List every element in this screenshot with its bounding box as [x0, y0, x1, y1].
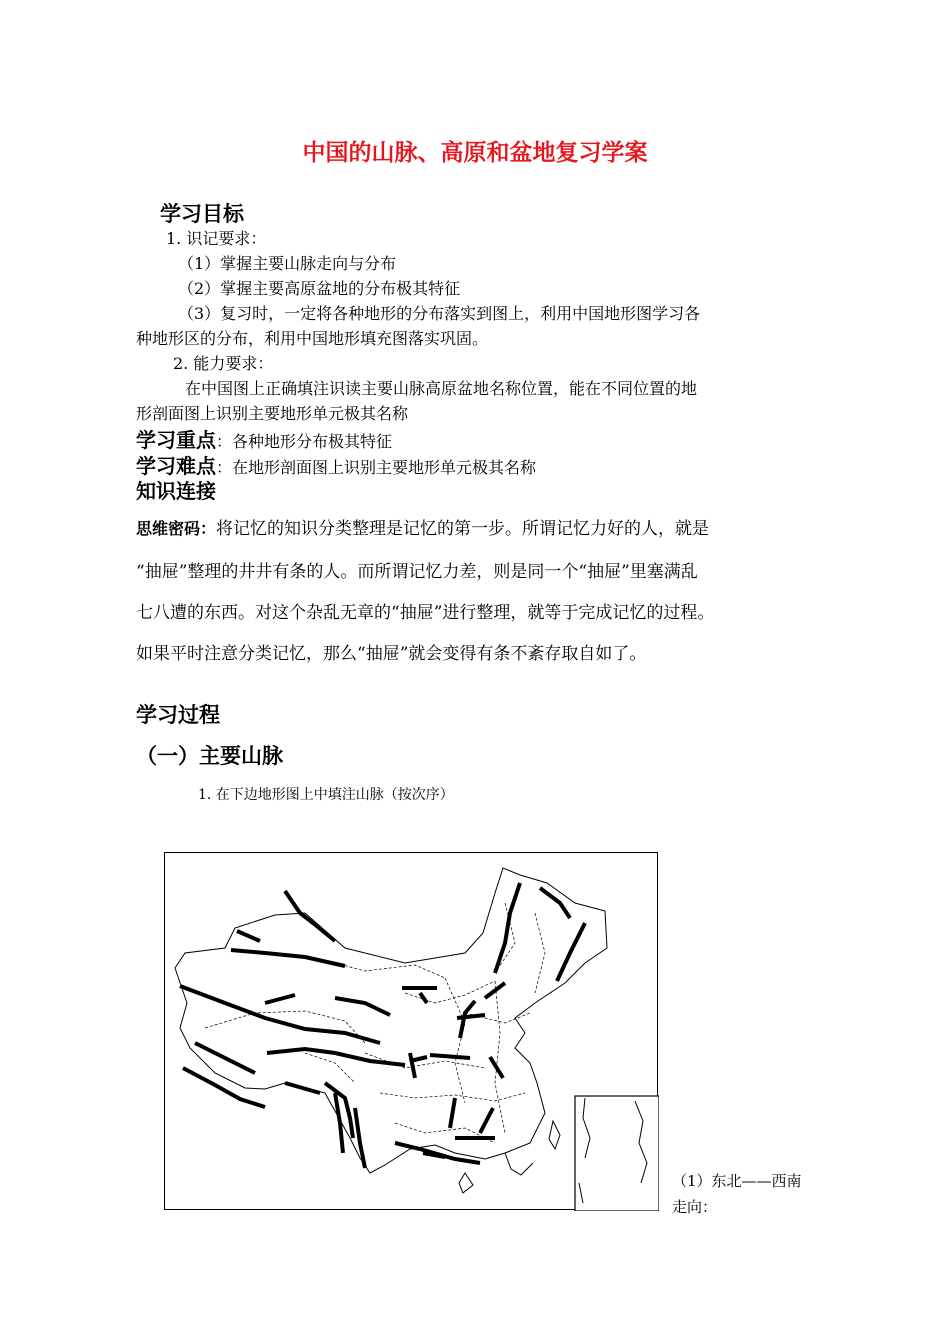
key-point-text: ：各种地形分布极其特征 — [216, 432, 393, 451]
connection-line-3: 七八遭的东西。对这个杂乱无章的“抽屉”进行整理，就等于完成记忆的过程。 — [136, 603, 715, 623]
objective-item-1: 1. 识记要求： — [166, 229, 267, 248]
process-heading: 学习过程 — [136, 703, 220, 727]
key-point-label: 学习重点 — [136, 428, 216, 452]
objective-item-2: 2. 能力要求： — [173, 354, 274, 373]
difficulty-text: ：在地形剖面图上识别主要地形单元极其名称 — [216, 458, 537, 477]
objective-sub-2: （2）掌握主要高原盆地的分布极其特征 — [178, 279, 461, 298]
china-terrain-map — [164, 852, 658, 1210]
objective-sub-1: （1）掌握主要山脉走向与分布 — [178, 254, 397, 273]
objective-sub-3-line1: （3）复习时，一定将各种地形的分布落实到图上，利用中国地形图学习各 — [178, 304, 701, 323]
objective-sub-3-line2: 种地形区的分布，利用中国地形填充图落实巩固。 — [136, 329, 489, 348]
ability-line-1: 在中国图上正确填注识读主要山脉高原盆地名称位置，能在不同位置的地 — [185, 379, 698, 398]
section-mountains-heading: （一）主要山脉 — [136, 744, 283, 768]
connection-line-1 — [136, 514, 709, 539]
china-border — [175, 868, 607, 1173]
connection-line-2: “抽屉”整理的井井有条的人。而所谓记忆力差，则是同一个“抽屉”里塞满乱 — [136, 562, 698, 582]
china-map-drawing — [165, 853, 659, 1211]
map-caption: （1）东北——西南走向： — [672, 1172, 802, 1216]
connection-label: 思维密码： — [136, 519, 217, 538]
connection-text-1: 将记忆的知识分类整理是记忆的第一步。所谓记忆力好的人，就是 — [216, 519, 710, 539]
connection-heading: 知识连接 — [136, 479, 216, 503]
objectives-heading: 学习目标 — [160, 202, 244, 226]
map-instruction: 1. 在下边地形图上中填注山脉（按次序） — [198, 787, 454, 803]
difficulty-label: 学习难点 — [136, 454, 216, 478]
ability-line-2: 形剖面图上识别主要地形单元极其名称 — [136, 404, 409, 423]
page-title: 中国的山脉、高原和盆地复习学案 — [302, 139, 648, 166]
connection-line-4: 如果平时注意分类记忆，那么“抽屉”就会变得有条不紊存取自如了。 — [136, 644, 647, 664]
key-point — [136, 424, 392, 453]
